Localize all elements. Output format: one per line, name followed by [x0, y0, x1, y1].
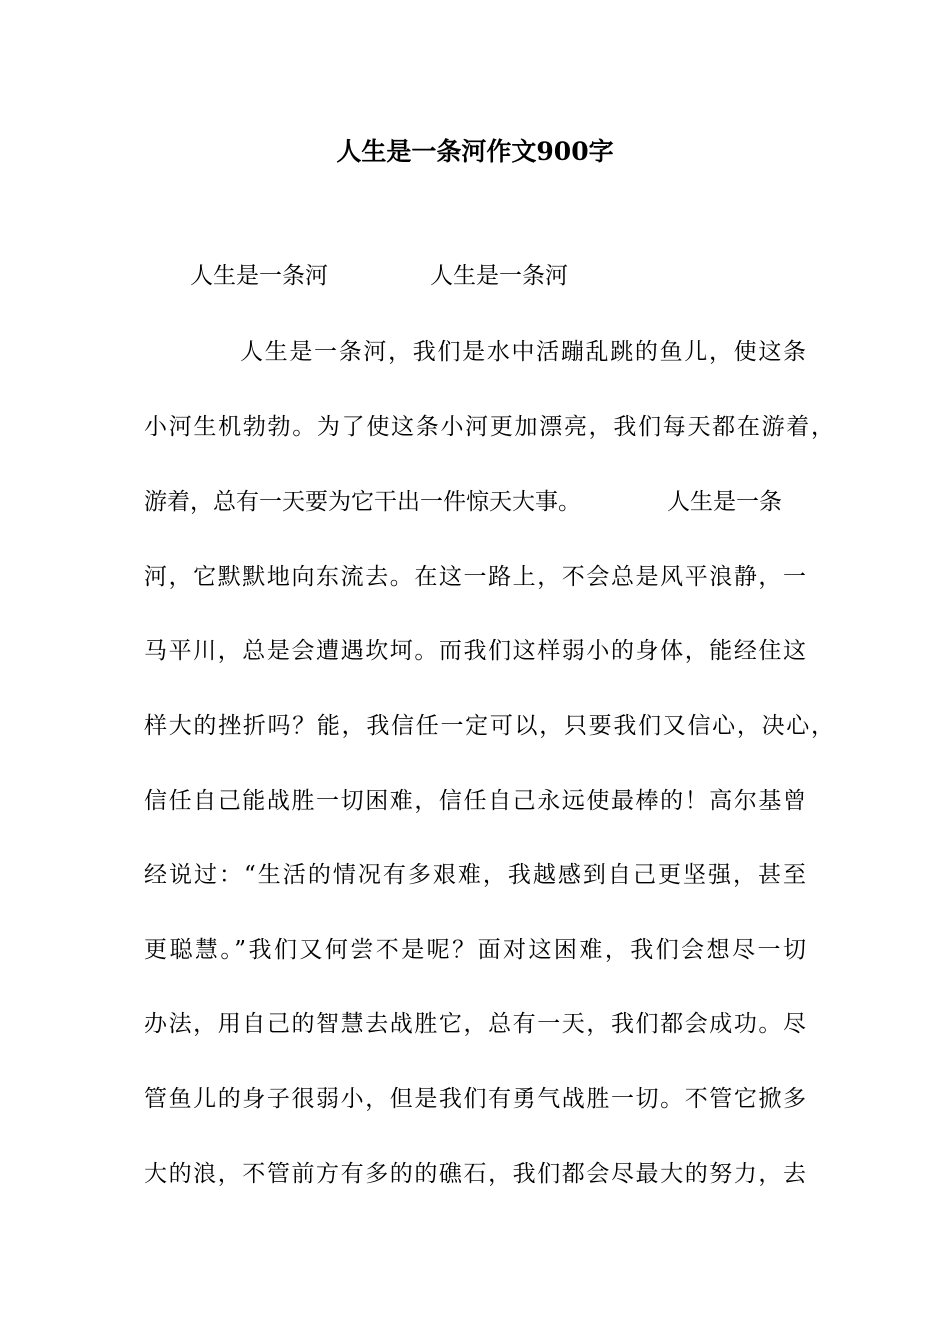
subtitle-right: 人生是一条河 — [430, 263, 568, 289]
paragraph-line-7: 信任自己能战胜一切困难，信任自己永远使最棒的！高尔基曾 — [144, 788, 806, 814]
paragraph-line-6: 样大的挫折吗？能，我信任一定可以，只要我们又信心，决心， — [144, 713, 834, 739]
paragraph-line-1: 人生是一条河，我们是水中活蹦乱跳的鱼儿，使这条 — [240, 339, 806, 365]
paragraph-line-9: 更聪慧。”我们又何尝不是呢？面对这困难，我们会想尽一切 — [144, 937, 806, 963]
subtitle-left: 人生是一条河 — [190, 263, 328, 289]
paragraph-line-3-text: 游着，总有一天要为它干出一件惊天大事。 — [144, 489, 581, 515]
paragraph-line-10: 办法，用自己的智慧去战胜它，总有一天，我们都会成功。尽 — [144, 1011, 806, 1037]
paragraph-line-2: 小河生机勃勃。为了使这条小河更加漂亮，我们每天都在游着， — [144, 414, 834, 440]
paragraph-line-4: 河，它默默地向东流去。在这一路上，不会总是风平浪静，一 — [144, 564, 806, 590]
paragraph-line-3-continuation: 人生是一条 — [667, 489, 782, 515]
paragraph-line-5: 马平川，总是会遭遇坎坷。而我们这样弱小的身体，能经住这 — [144, 638, 806, 664]
paragraph-line-12: 大的浪，不管前方有多的的礁石，我们都会尽最大的努力，去 — [144, 1161, 806, 1187]
document-title: 人生是一条河作文900字 — [336, 137, 614, 166]
paragraph-line-8: 经说过：“生活的情况有多艰难，我越感到自己更坚强，甚至 — [144, 862, 806, 888]
paragraph-line-11: 管鱼儿的身子很弱小，但是我们有勇气战胜一切。不管它掀多 — [144, 1086, 806, 1112]
paragraph-line-3 — [144, 484, 834, 520]
